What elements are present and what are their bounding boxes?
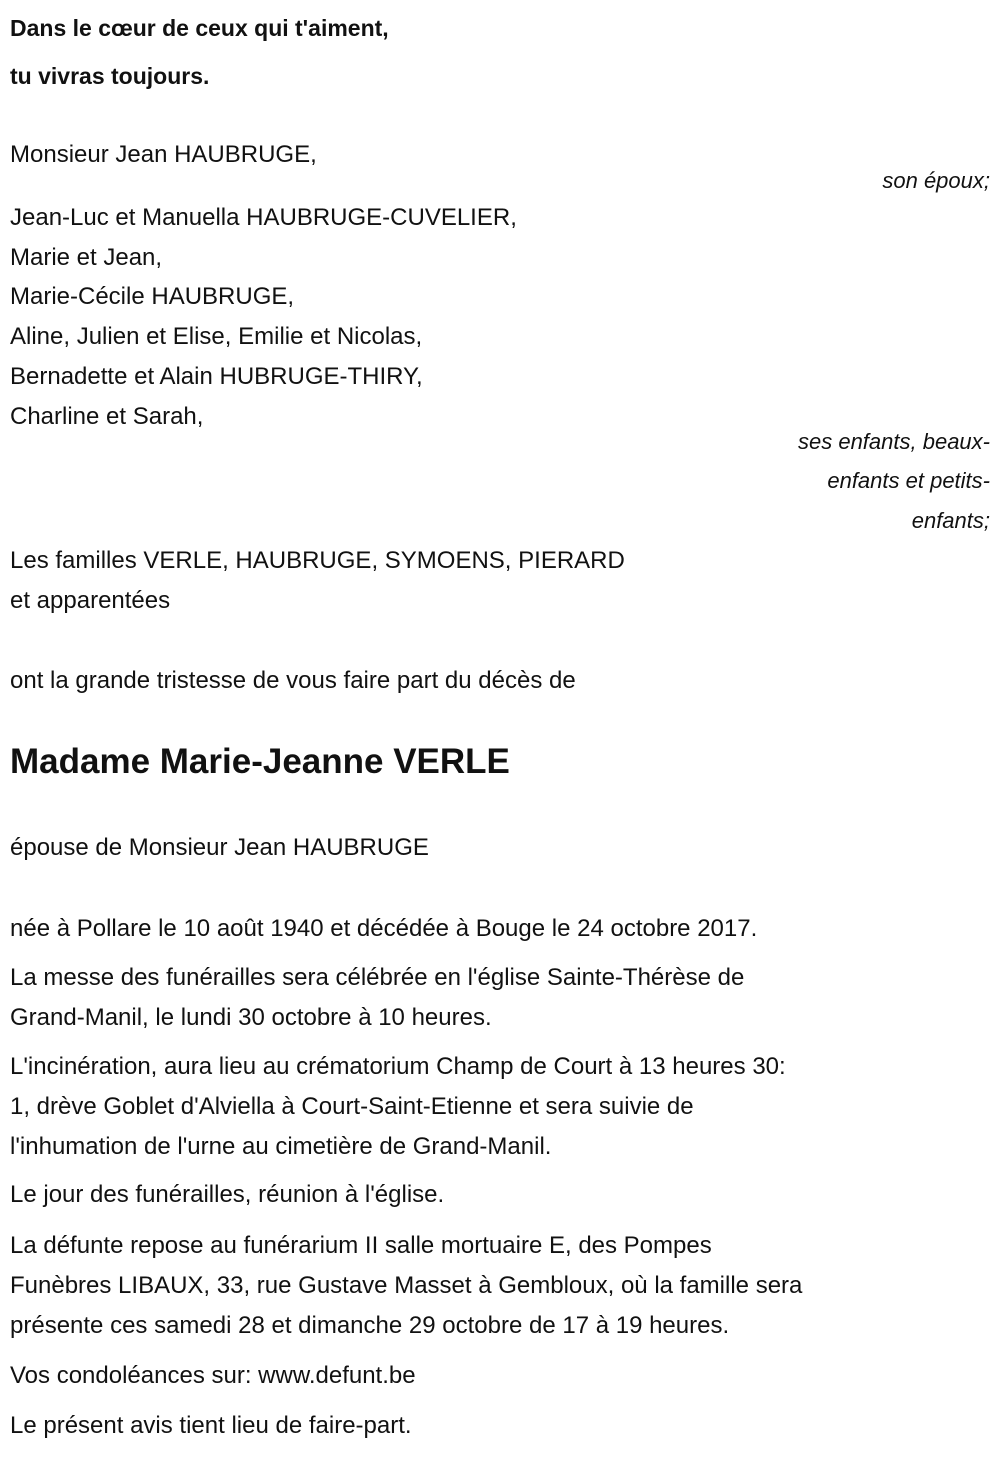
child-name: Bernadette et Alain HUBRUGE-THIRY, [10,363,423,390]
funeral-mass-line: Grand-Manil, le lundi 30 octobre à 10 heures. [10,1004,492,1031]
condolences-line: Vos condoléances sur: www.defunt.be [10,1362,416,1389]
cremation-line: L'incinération, aura lieu au crématorium Champ de Court à 13 heures 30: [10,1053,786,1080]
funeral-home-line: Funèbres LIBAUX, 33, rue Gustave Masset à Gembloux, où la famille sera [10,1272,803,1299]
families-line: Les familles VERLE, HAUBRUGE, SYMOENS, PIERARD [10,547,625,574]
families-line: et apparentées [10,587,171,614]
deceased-name: Madame Marie-Jeanne VERLE [10,742,510,781]
notice-line: Le présent avis tient lieu de faire-part. [10,1412,412,1439]
funeral-mass-line: La messe des funérailles sera célébrée en l'église Sainte-Thérèse de [10,964,745,991]
cremation-line: 1, drève Goblet d'Alviella à Court-Saint-Etienne et sera suivie de [10,1093,694,1120]
announcement: ont la grande tristesse de vous faire part du décès de [10,667,576,694]
child-name: Jean-Luc et Manuella HAUBRUGE-CUVELIER, [10,204,517,231]
spouse-name: Monsieur Jean HAUBRUGE, [10,141,317,168]
motto-line: tu vivras toujours. [10,63,210,89]
children-relation: enfants; [911,508,990,533]
gathering-line: Le jour des funérailles, réunion à l'église. [10,1181,445,1208]
funeral-home-line: présente ces samedi 28 et dimanche 29 octobre de 17 à 19 heures. [10,1312,730,1339]
child-name: Marie-Cécile HAUBRUGE, [10,283,295,310]
motto-line: Dans le cœur de ceux qui t'aiment, [10,15,389,41]
spouse-relation: son époux; [882,168,990,193]
children-relation: ses enfants, beaux- [797,429,990,454]
funeral-home-line: La défunte repose au funérarium II salle mortuaire E, des Pompes [10,1232,712,1259]
child-name: Charline et Sarah, [10,403,204,430]
child-name: Marie et Jean, [10,244,163,271]
birth-death-line: née à Pollare le 10 août 1940 et décédée à Bouge le 24 octobre 2017. [10,915,758,942]
spouse-of: épouse de Monsieur Jean HAUBRUGE [10,834,429,861]
children-relation: enfants et petits- [827,468,990,493]
cremation-line: l'inhumation de l'urne au cimetière de Grand-Manil. [10,1133,552,1160]
child-name: Aline, Julien et Elise, Emilie et Nicolas, [10,323,423,350]
